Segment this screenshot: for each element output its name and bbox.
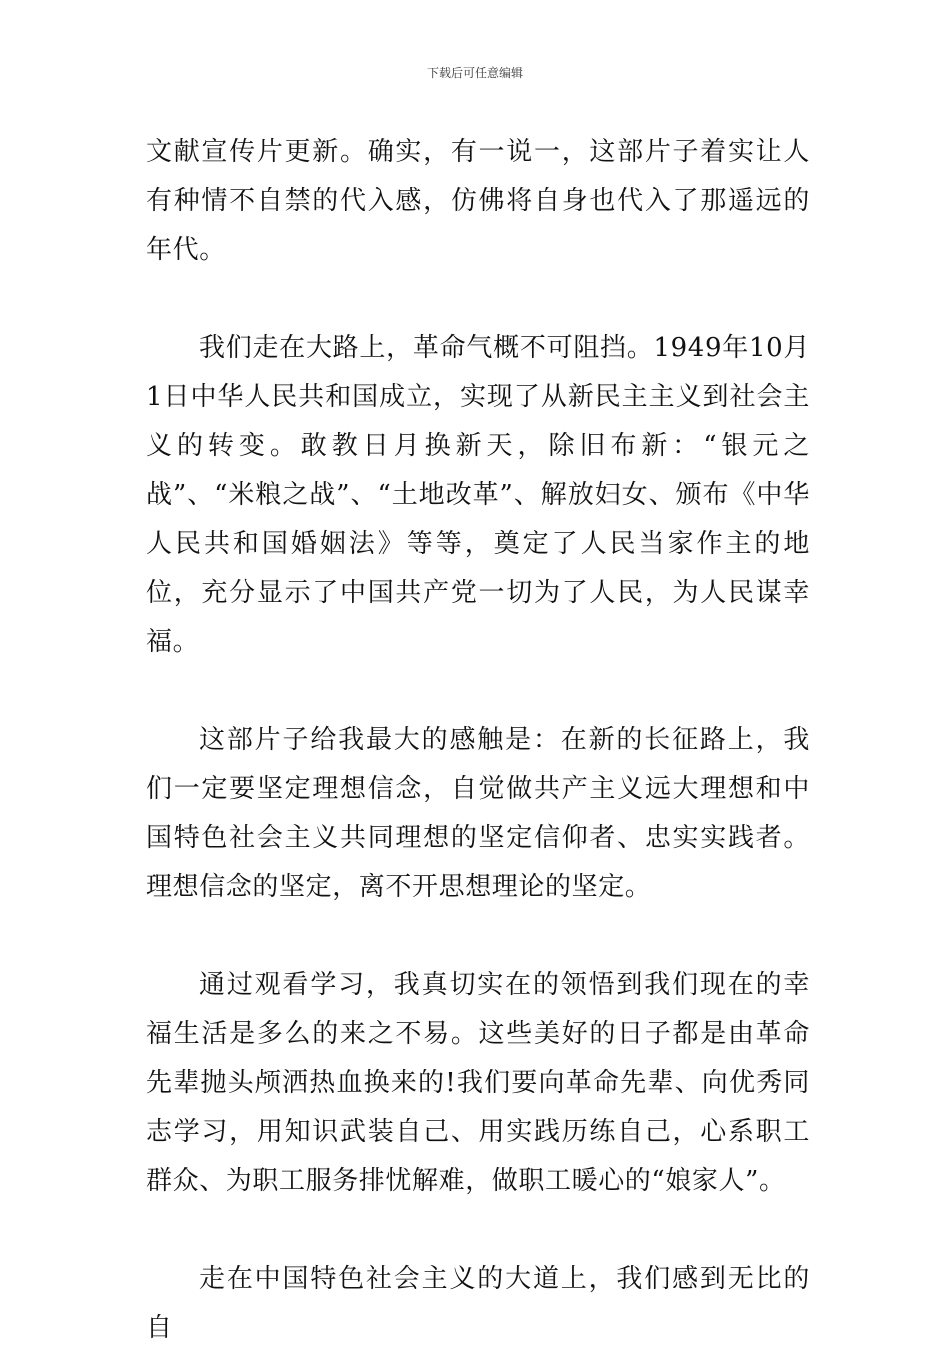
- paragraph-spacer: [146, 275, 810, 324]
- document-body: [146, 128, 810, 1353]
- paragraph-4: 通过观看学习，我真切实在的领悟到我们现在的幸福生活是多么的来之不易。这些美好的日子都是由革命先辈抛头颅洒热血换来的!我们要向革命先辈、向优秀同志学习，用知识武装自己、用实践历练自己，心系职工群众、为职工服务排忧解难，做职工暖心的“娘家人”。: [146, 970, 810, 1196]
- paragraph-2: 我们走在大路上，革命气概不可阻挡。1949年10月1日中华人民共和国成立，实现了从新民主主义到社会主义的转变。敢教日月换新天，除旧布新：“银元之战”、“米粮之战”、“土地改革”、解放妇女、颁布《中华人民共和国婚姻法》等等，奠定了人民当家作主的地位，充分显示了中国共产党一切为了人民，为人民谋幸福。: [146, 333, 810, 657]
- paragraph-spacer: [146, 667, 810, 716]
- page-header-note: 下载后可任意编辑: [426, 66, 523, 80]
- paragraph-1: 文献宣传片更新。确实，有一说一，这部片子着实让人有种情不自禁的代入感，仿佛将自身也代入了那遥远的年代。: [146, 137, 810, 265]
- paragraph-spacer: [146, 912, 810, 961]
- paragraph-3: 这部片子给我最大的感触是：在新的长征路上，我们一定要坚定理想信念，自觉做共产主义远大理想和中国特色社会主义共同理想的坚定信仰者、忠实实践者。理想信念的坚定，离不开思想理论的坚定。: [146, 725, 810, 902]
- paragraph-spacer: [146, 1206, 810, 1255]
- paragraph-5: 走在中国特色社会主义的大道上，我们感到无比的自: [146, 1264, 810, 1343]
